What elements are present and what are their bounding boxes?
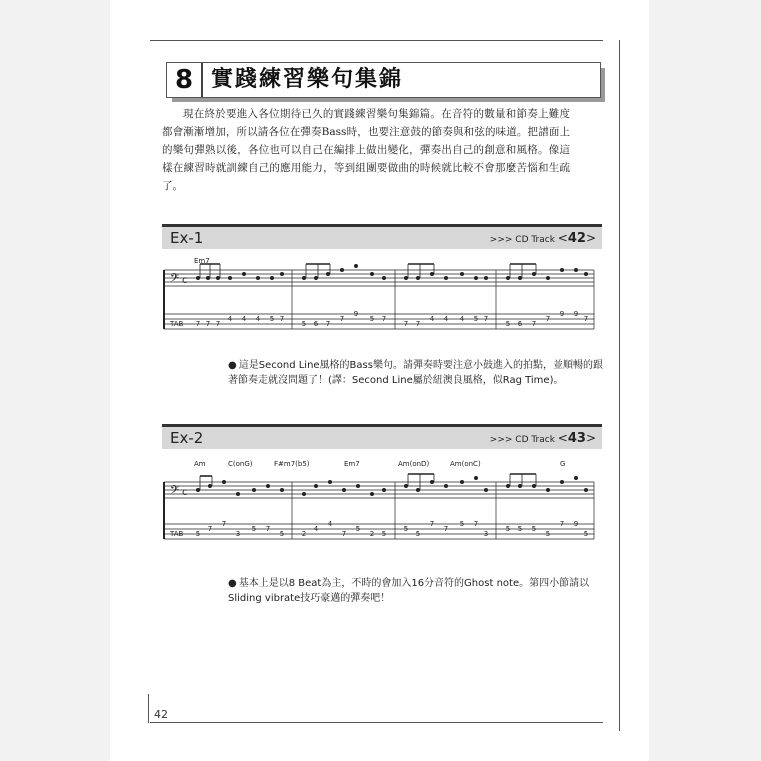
right-rule [619,40,620,731]
svg-text:5: 5 [403,525,409,533]
svg-text:7: 7 [473,520,479,528]
intro-paragraph: 現在終於要進入各位期待已久的實踐練習樂句集錦篇。在音符的數量和節奏上難度都會漸漸增加，所以請各位在彈奏Bass時，也要注意鼓的節奏與和弦的味道。把譜面上的樂句彈熟以後，各位也可以自己在編排上做出變化，彈奏出自己的創意和風格。像這樣在練習時就訓練自己的應用能力，等到組團要做曲的時候就比較不會那麼苦惱和生疏了。 [162,108,570,192]
svg-text:7: 7 [545,315,551,323]
chord-label: G [560,460,566,468]
svg-text:4: 4 [241,315,247,323]
svg-text:5: 5 [583,530,589,538]
example-note-text: 這是Second Line風格的Bass樂句。請彈奏時要注意小鼓進入的拍點，並順暢的跟著節奏走就沒問題了！(譯：Second Line屬於紐澳良風格，似Rag Time)。 [228,360,603,386]
svg-text:7: 7 [403,320,409,328]
example-note-2 [228,576,608,606]
svg-text:3: 3 [235,530,241,538]
svg-text:5: 5 [545,530,551,538]
example-header-2 [162,424,602,449]
svg-text:c: c [182,487,188,498]
svg-text:7: 7 [221,520,227,528]
chord-label: Am(onC) [450,460,481,468]
cd-track-open-bracket: < [557,231,568,245]
cd-track [490,231,596,246]
svg-text:c: c [182,275,188,286]
svg-text:5: 5 [531,525,537,533]
cd-track-prefix: >>> CD Track [489,435,555,445]
svg-text:9: 9 [573,310,579,318]
chapter-header [166,62,601,98]
svg-text:7: 7 [207,525,213,533]
svg-text:5: 5 [301,320,307,328]
svg-text:3: 3 [483,530,489,538]
chapter-number: 8 [167,63,203,97]
page-margin-left [0,0,110,761]
bullet-icon: ● [228,578,237,589]
chapter-title: 實踐練習樂句集錦 [211,67,404,92]
svg-text:5: 5 [355,525,361,533]
chord-label: F#m7(b5) [274,460,310,468]
svg-text:5: 5 [195,530,201,538]
svg-text:5: 5 [505,525,511,533]
svg-text:5: 5 [517,525,523,533]
svg-text:7: 7 [415,320,421,328]
svg-text:7: 7 [483,315,489,323]
svg-text:7: 7 [205,320,211,328]
svg-text:TAB: TAB [170,320,184,328]
chord-label: Am [194,460,206,468]
example-note-text: 基本上是以8 Beat為主，不時的會加入16分音符的Ghost note。第四小節請以Sliding vibrate技巧豪邁的彈奏吧！ [228,578,590,604]
svg-text:7: 7 [443,525,449,533]
chord-label: Em7 [344,460,360,468]
svg-text:9: 9 [573,520,579,528]
svg-text:9: 9 [559,310,565,318]
svg-text:7: 7 [583,315,589,323]
svg-text:𝄢: 𝄢 [170,272,180,288]
top-rule [150,40,603,41]
cd-track-close-bracket: > [585,231,596,245]
chord-label: Em7 [194,257,210,265]
page-number: 42 [154,708,168,721]
svg-text:5: 5 [505,320,511,328]
cd-track [490,431,596,446]
svg-text:7: 7 [325,320,331,328]
svg-text:5: 5 [459,520,465,528]
svg-text:4: 4 [429,315,435,323]
svg-text:2: 2 [301,530,307,538]
book-page [110,0,649,761]
svg-text:9: 9 [353,310,359,318]
svg-text:4: 4 [313,525,319,533]
example-header-1 [162,224,602,249]
svg-text:7: 7 [381,315,387,323]
svg-text:𝄢: 𝄢 [170,484,180,500]
music-notation-ex2 [158,452,600,552]
svg-text:5: 5 [381,530,387,538]
bottom-rule [150,722,603,723]
svg-text:5: 5 [279,530,285,538]
cd-track-close-bracket: > [585,431,596,445]
svg-text:6: 6 [517,320,523,328]
svg-text:5: 5 [415,530,421,538]
page-number-rule [148,694,149,723]
svg-text:2: 2 [369,530,375,538]
svg-text:7: 7 [279,315,285,323]
svg-text:7: 7 [531,320,537,328]
svg-text:4: 4 [227,315,233,323]
svg-text:7: 7 [559,520,565,528]
svg-text:7: 7 [429,520,435,528]
svg-text:5: 5 [369,315,375,323]
cd-track-number: 43 [567,431,586,446]
svg-text:7: 7 [265,525,271,533]
svg-text:4: 4 [327,520,333,528]
chord-label: Am(onD) [398,460,430,468]
svg-text:4: 4 [459,315,465,323]
svg-text:5: 5 [473,315,479,323]
svg-text:6: 6 [313,320,319,328]
svg-text:TAB: TAB [170,530,184,538]
svg-text:4: 4 [255,315,261,323]
svg-text:7: 7 [195,320,201,328]
svg-text:5: 5 [251,525,257,533]
cd-track-open-bracket: < [557,431,568,445]
svg-text:7: 7 [215,320,221,328]
svg-text:7: 7 [339,315,345,323]
cd-track-prefix: >>> CD Track [489,235,555,245]
cd-track-number: 42 [567,231,586,246]
example-label: Ex-2 [170,429,204,447]
page-margin-right [649,0,761,761]
example-note-1 [228,358,608,388]
music-notation-ex1 [158,252,600,342]
example-label: Ex-1 [170,229,204,247]
svg-text:4: 4 [443,315,449,323]
svg-text:5: 5 [269,315,275,323]
svg-text:7: 7 [341,530,347,538]
bullet-icon: ● [228,360,237,371]
chord-label: C(onG) [228,460,253,468]
